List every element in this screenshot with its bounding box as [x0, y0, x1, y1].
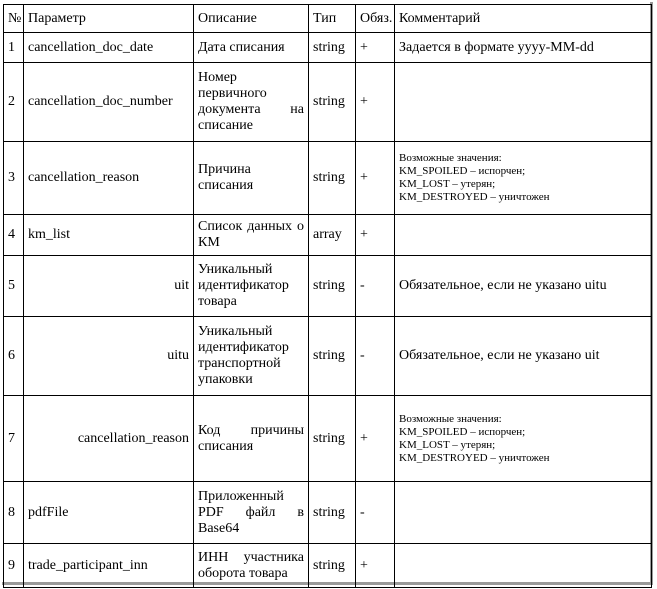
comment-line: KM_SPOILED – испорчен; — [399, 165, 526, 177]
cell-comment: Задается в формате yyyy-MM-dd — [395, 33, 652, 63]
comment-line: Возможные значения: — [399, 152, 502, 164]
comment-line: KM_SPOILED – испорчен; — [399, 425, 526, 438]
cell-description: Причина списания — [194, 142, 309, 215]
cell-type: string — [309, 544, 356, 588]
cell-description: Код причины списания — [194, 396, 309, 482]
cell-required: + — [356, 142, 395, 215]
table-row — [4, 215, 652, 256]
cell-comment — [395, 142, 652, 215]
comment-line: KM_LOST – утерян; — [399, 178, 496, 190]
table-row — [4, 256, 652, 317]
header-description: Описание — [194, 5, 309, 33]
cell-parameter: km_list — [24, 215, 194, 256]
cell-required: - — [356, 482, 395, 544]
cell-required: + — [356, 63, 395, 142]
table-row — [4, 63, 652, 142]
cell-type: string — [309, 317, 356, 396]
table-row — [4, 33, 652, 63]
cell-parameter: trade_participant_inn — [24, 544, 194, 588]
cell-type: string — [309, 142, 356, 215]
cell-description: Уникальный идентификатор товара — [194, 256, 309, 317]
cell-required: - — [356, 317, 395, 396]
header-type: Тип — [309, 5, 356, 33]
cell-parameter: uit — [24, 256, 194, 317]
table-header-row — [4, 5, 652, 33]
header-comment: Комментарий — [395, 5, 652, 33]
cell-description: Приложенный PDF файл в Base64 — [194, 482, 309, 544]
cell-comment: Обязательное, если не указано uitu — [395, 256, 652, 317]
cell-comment — [395, 215, 652, 256]
cell-parameter: cancellation_reason — [24, 142, 194, 215]
cell-parameter: cancellation_doc_number — [24, 63, 194, 142]
cell-required: + — [356, 396, 395, 482]
cell-type: string — [309, 33, 356, 63]
cell-required: + — [356, 33, 395, 63]
parameters-table — [3, 4, 652, 588]
cell-parameter: pdfFile — [24, 482, 194, 544]
cell-comment: Обязательное, если не указано uit — [395, 317, 652, 396]
cell-parameter: cancellation_reason — [24, 396, 194, 482]
cell-number: 9 — [4, 544, 24, 588]
cell-number: 6 — [4, 317, 24, 396]
cell-number: 1 — [4, 33, 24, 63]
comment-line: KM_DESTROYED – уничтожен — [399, 451, 550, 464]
cell-comment — [395, 482, 652, 544]
cell-type: string — [309, 396, 356, 482]
table-row — [4, 482, 652, 544]
cell-type: array — [309, 215, 356, 256]
comment-line: KM_LOST – утерян; — [399, 438, 496, 451]
cell-parameter: cancellation_doc_date — [24, 33, 194, 63]
cell-required: + — [356, 544, 395, 588]
cell-required: + — [356, 215, 395, 256]
cell-required: - — [356, 256, 395, 317]
cell-number: 5 — [4, 256, 24, 317]
table-row — [4, 142, 652, 215]
table-row — [4, 544, 652, 588]
comment-line: KM_DESTROYED – уничтожен — [399, 191, 550, 203]
cell-number: 3 — [4, 142, 24, 215]
table-row — [4, 396, 652, 482]
cell-type: string — [309, 482, 356, 544]
cell-description: Уникальный идентификатор транспортной упаковки — [194, 317, 309, 396]
cell-description: Номер первичного документа на списание — [194, 63, 309, 142]
cell-number: 2 — [4, 63, 24, 142]
header-required: Обяз. — [356, 5, 395, 33]
header-parameter: Параметр — [24, 5, 194, 33]
cell-comment — [395, 396, 652, 482]
cell-comment — [395, 544, 652, 588]
cell-number: 7 — [4, 396, 24, 482]
cell-number: 8 — [4, 482, 24, 544]
header-number: № — [4, 5, 24, 33]
cell-description: ИНН участника оборота товара — [194, 544, 309, 588]
table-row — [4, 317, 652, 396]
cell-type: string — [309, 63, 356, 142]
cell-comment — [395, 63, 652, 142]
cell-parameter: uitu — [24, 317, 194, 396]
cell-type: string — [309, 256, 356, 317]
cell-number: 4 — [4, 215, 24, 256]
cell-description: Дата списания — [194, 33, 309, 63]
comment-line: Возможные значения: — [399, 412, 502, 425]
cell-description: Список данных о КМ — [194, 215, 309, 256]
